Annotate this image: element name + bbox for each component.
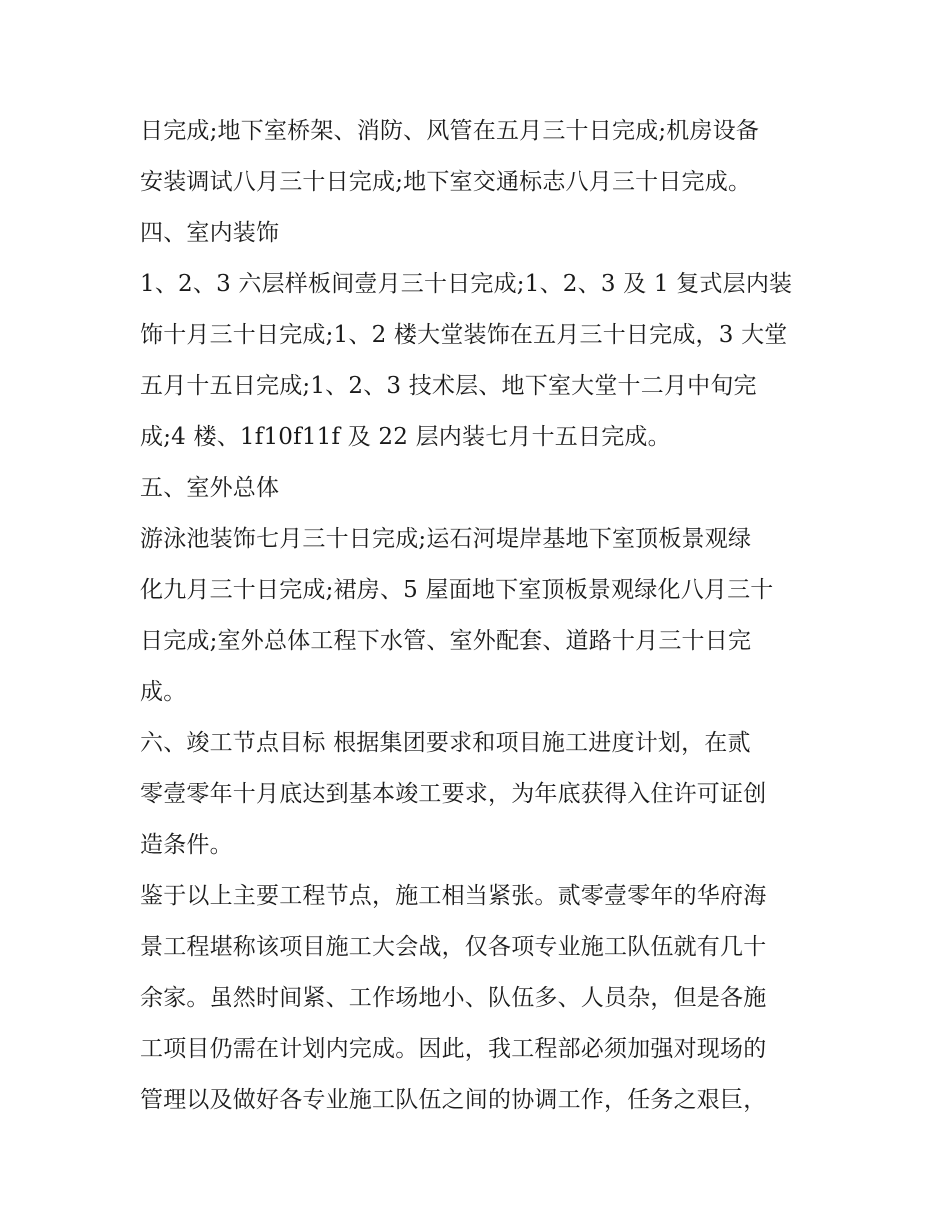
text-line: 安装调试八月三十日完成;地下室交通标志八月三十日完成。 [140,169,752,195]
text-line: 五月十五日完成;1、2、3 技术层、地下室大堂十二月中旬完 [140,373,757,399]
text-line: 日完成;地下室桥架、消防、风管在五月三十日完成;机房设备 [140,118,760,144]
section-heading-exterior: 五、室外总体 [140,475,280,501]
text-line: 化九月三十日完成;裙房、5 屋面地下室顶板景观绿化八月三十 [140,577,774,603]
text-line: 饰十月三十日完成;1、2 楼大堂装饰在五月三十日完成，3 大堂 [140,322,788,348]
text-line: 1、2、3 六层样板间壹月三十日完成;1、2、3 及 1 复式层内装 [140,271,793,297]
text-line: 日完成;室外总体工程下水管、室外配套、道路十月三十日完 [140,628,752,654]
text-line: 造条件。 [140,832,233,858]
section-heading-completion: 六、竣工节点目标 根据集团要求和项目施工进度计划，在贰 [140,730,751,756]
section-heading-interior: 四、室内装饰 [140,220,280,246]
text-line: 鉴于以上主要工程节点，施工相当紧张。贰零壹零年的华府海 [140,883,767,909]
text-line: 零壹零年十月底达到基本竣工要求，为年底获得入住许可证创 [140,781,767,807]
text-line: 成;4 楼、1f10f11f 及 22 层内装七月十五日完成。 [140,424,671,450]
text-line: 成。 [140,679,187,705]
text-line: 景工程堪称该项目施工大会战，仅各项专业施工队伍就有几十 [140,934,767,960]
document-body [140,106,820,1126]
text-line: 管理以及做好各专业施工队伍之间的协调工作，任务之艰巨， [140,1087,767,1113]
text-line: 工项目仍需在计划内完成。因此，我工程部必须加强对现场的 [140,1036,767,1062]
text-line: 游泳池装饰七月三十日完成;运石河堤岸基地下室顶板景观绿 [140,526,752,552]
text-line: 余家。虽然时间紧、工作场地小、队伍多、人员杂，但是各施 [140,985,767,1011]
